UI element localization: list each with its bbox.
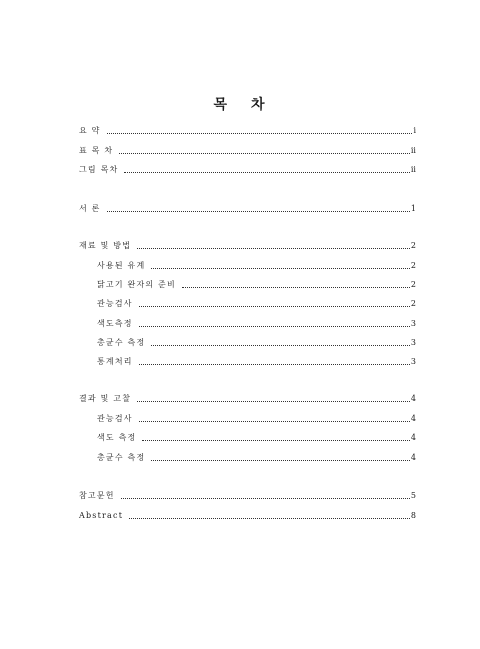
- leader-dots: [139, 326, 410, 327]
- toc-label: 참고문헌: [79, 491, 115, 500]
- toc-label: 표 목 차: [79, 146, 114, 155]
- leader-dots: [151, 268, 410, 269]
- toc-label: 총균수 측정: [97, 453, 146, 462]
- toc-label: 색도 측정: [97, 433, 137, 442]
- toc-page-number: ii: [410, 165, 416, 174]
- leader-dots: [124, 172, 409, 173]
- toc-label: 관능검사: [97, 414, 133, 423]
- leader-dots: [119, 153, 410, 154]
- toc-entry-figure-list[interactable]: [79, 161, 416, 175]
- leader-dots: [121, 498, 410, 499]
- leader-dots: [137, 248, 410, 249]
- leader-dots: [139, 306, 410, 307]
- toc-entry-introduction[interactable]: [79, 200, 416, 214]
- toc-label: 총균수 측정: [97, 338, 146, 347]
- toc-page-number: 2: [410, 261, 416, 270]
- leader-dots: [182, 287, 410, 288]
- leader-dots: [139, 364, 410, 365]
- toc-entry-results-discussion[interactable]: [79, 390, 416, 404]
- toc-page-number: 4: [410, 414, 416, 423]
- leader-dots: [137, 401, 410, 402]
- toc-page-number: 8: [410, 511, 416, 520]
- toc-page-number: 4: [410, 394, 416, 403]
- toc-label: 통계처리: [97, 357, 133, 366]
- toc-entry-bacteria-count[interactable]: [79, 334, 416, 348]
- toc-label: 색도측정: [97, 319, 133, 328]
- toc-entry-summary[interactable]: [79, 122, 416, 136]
- toc-entry-bacteria-results[interactable]: [79, 449, 416, 463]
- toc-entry-color-measurement[interactable]: [79, 315, 416, 329]
- toc-label: 그림 목차: [79, 165, 119, 174]
- toc-page-number: 2: [410, 241, 416, 250]
- toc-entry-sensory-results[interactable]: [79, 410, 416, 424]
- toc-page-number: 3: [410, 338, 416, 347]
- toc-entry-table-list[interactable]: [79, 142, 416, 156]
- leader-dots: [107, 133, 413, 134]
- toc-page-number: 4: [410, 433, 416, 442]
- toc-page-number: 5: [410, 491, 416, 500]
- title-char-1: 목: [213, 97, 229, 113]
- toc-entry-abstract[interactable]: [79, 507, 416, 521]
- toc-page-number: 3: [410, 319, 416, 328]
- leader-dots: [151, 345, 410, 346]
- toc-page-number: 2: [410, 280, 416, 289]
- toc-label: 서 론: [79, 204, 101, 213]
- toc-entry-materials-methods[interactable]: [79, 237, 416, 251]
- toc-entry-meatball-prep[interactable]: [79, 276, 416, 290]
- leader-dots: [129, 518, 410, 519]
- toc-entry-sensory-test[interactable]: [79, 295, 416, 309]
- toc-page-number: i: [413, 126, 416, 135]
- toc-label: 관능검사: [97, 299, 133, 308]
- toc-page-number: 4: [410, 453, 416, 462]
- toc-label: 사용된 유계: [97, 261, 146, 270]
- toc-label: Abstract: [79, 511, 124, 520]
- toc-page-number: ii: [410, 146, 416, 155]
- title-char-2: 차: [251, 97, 267, 113]
- page-title: [0, 94, 480, 114]
- toc-page-number: 1: [410, 204, 416, 213]
- toc-entry-references[interactable]: [79, 487, 416, 501]
- leader-dots: [142, 440, 409, 441]
- leader-dots: [107, 211, 410, 212]
- leader-dots: [139, 421, 410, 422]
- toc-entry-chickens-used[interactable]: [79, 257, 416, 271]
- toc-entry-statistics[interactable]: [79, 353, 416, 367]
- toc-label: 재료 및 방법: [79, 241, 132, 250]
- toc-page-number: 2: [410, 299, 416, 308]
- toc-label: 닭고기 완자의 준비: [97, 280, 176, 289]
- toc-page-number: 3: [410, 357, 416, 366]
- toc-entry-color-results[interactable]: [79, 429, 416, 443]
- leader-dots: [151, 460, 410, 461]
- toc-label: 요 약: [79, 126, 101, 135]
- toc-label: 결과 및 고찰: [79, 394, 132, 403]
